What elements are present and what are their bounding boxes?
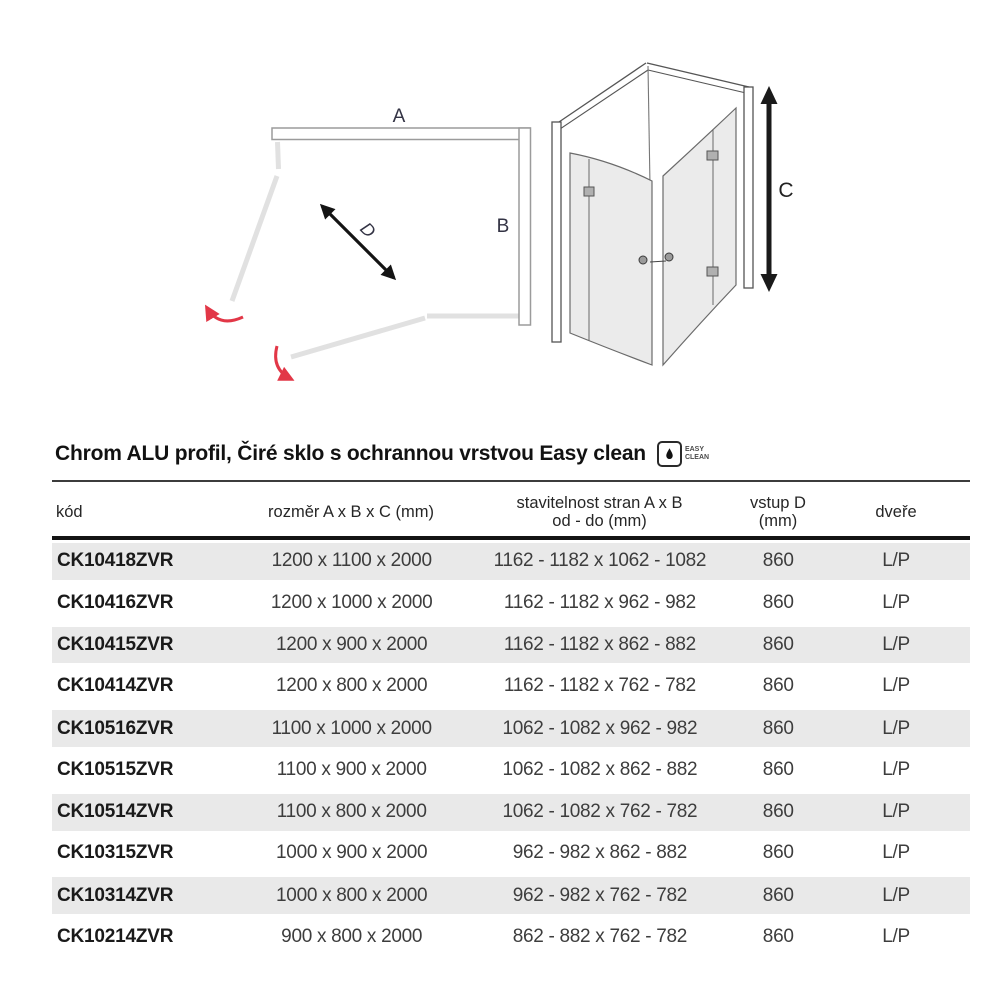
- cell-code: CK10314ZVR: [57, 884, 174, 906]
- glass-door-right: [663, 108, 736, 365]
- shower-3d-diagram: [552, 63, 794, 365]
- cell-entry: 860: [762, 717, 794, 739]
- dimension-a-label: A: [392, 106, 406, 127]
- section-title-row: [55, 441, 709, 467]
- cell-code: CK10415ZVR: [57, 633, 174, 655]
- easy-clean-label: EASY CLEAN: [684, 445, 710, 461]
- table-row: [52, 916, 970, 958]
- table-row: [52, 582, 970, 624]
- table-row: [52, 874, 970, 916]
- dimension-b-label: B: [496, 216, 510, 237]
- cell-size: 1100 x 800 x 2000: [276, 801, 427, 823]
- cell-size: 1200 x 1100 x 2000: [271, 550, 432, 572]
- cell-doors: L/P: [882, 591, 910, 613]
- table-body: [52, 540, 970, 958]
- entry-dimension-arrow: [322, 206, 394, 278]
- plan-wall-a: [272, 128, 530, 140]
- cell-size: 1200 x 800 x 2000: [276, 675, 428, 697]
- dimension-c-label: C: [778, 179, 794, 202]
- cell-doors: L/P: [882, 633, 910, 655]
- frame-edge: [557, 70, 648, 131]
- water-drop-icon: [657, 441, 682, 467]
- cell-entry: 860: [762, 591, 794, 613]
- cell-code: CK10214ZVR: [57, 926, 174, 948]
- cell-adjust: 962 - 982 x 762 - 782: [512, 884, 688, 906]
- cell-size: 1000 x 800 x 2000: [276, 884, 428, 906]
- cell-entry: 860: [762, 801, 794, 823]
- cell-entry: 860: [762, 758, 794, 780]
- plan-left-door-open: [232, 176, 277, 301]
- cell-code: CK10514ZVR: [57, 801, 174, 823]
- title-divider: [52, 480, 970, 482]
- knob-left-door: [639, 256, 647, 264]
- frame-edge: [648, 70, 746, 93]
- cell-adjust: 1062 - 1082 x 962 - 982: [502, 717, 698, 739]
- cell-entry: 860: [762, 884, 794, 906]
- cell-size: 1000 x 900 x 2000: [276, 842, 428, 864]
- cell-code: CK10414ZVR: [57, 675, 174, 697]
- cell-adjust: 1162 - 1182 x 862 - 882: [503, 633, 696, 655]
- table-row: [52, 749, 970, 791]
- cell-adjust: 1162 - 1182 x 762 - 782: [503, 675, 696, 697]
- table-header: [52, 488, 970, 540]
- easy-clean-badge: [657, 441, 709, 467]
- table-row: [52, 833, 970, 875]
- cell-code: CK10515ZVR: [57, 758, 174, 780]
- col-header-doors: dveře: [875, 502, 917, 521]
- cell-doors: L/P: [882, 926, 910, 948]
- cell-adjust: 1062 - 1082 x 762 - 782: [502, 801, 698, 823]
- cell-doors: L/P: [882, 884, 910, 906]
- cell-entry: 860: [762, 675, 794, 697]
- plan-door-hinge-stub: [278, 142, 279, 169]
- dimension-d-label: D: [356, 218, 380, 242]
- corner-edge: [648, 66, 650, 186]
- table-row: [52, 707, 970, 749]
- wall-profile-left: [552, 122, 561, 342]
- wall-profile-right: [744, 87, 753, 288]
- cell-adjust: 962 - 982 x 862 - 882: [512, 842, 688, 864]
- cell-size: 900 x 800 x 2000: [281, 926, 423, 948]
- cell-code: CK10418ZVR: [57, 550, 174, 572]
- col-header-size: rozměr A x B x C (mm): [268, 502, 434, 521]
- col-header-adjust: stavitelnost stran A x B od - do (mm): [516, 493, 683, 530]
- cell-adjust: 862 - 882 x 762 - 782: [512, 926, 688, 948]
- knob-right-door: [665, 253, 673, 261]
- hinge-right-door-bottom: [707, 267, 718, 276]
- table-row: [52, 665, 970, 707]
- cell-entry: 860: [762, 926, 794, 948]
- cell-doors: L/P: [882, 758, 910, 780]
- plan-view-diagram: [207, 106, 531, 379]
- door-swing-arrow-bottom: [276, 346, 291, 379]
- cell-doors: L/P: [882, 801, 910, 823]
- arrowhead-down: [761, 274, 778, 292]
- frame-edge: [647, 63, 749, 87]
- col-header-code: kód: [56, 502, 83, 521]
- plan-bottom-door-open: [291, 318, 425, 357]
- spec-table: [52, 488, 970, 958]
- cell-size: 1200 x 900 x 2000: [276, 633, 428, 655]
- cell-entry: 860: [762, 842, 794, 864]
- arrowhead-up: [761, 86, 778, 104]
- cell-size: 1100 x 900 x 2000: [276, 758, 427, 780]
- cell-doors: L/P: [882, 717, 910, 739]
- cell-doors: L/P: [882, 842, 910, 864]
- cell-size: 1200 x 1000 x 2000: [270, 591, 433, 613]
- cell-code: CK10315ZVR: [57, 842, 174, 864]
- frame-edge: [556, 63, 646, 124]
- col-header-entry: vstup D (mm): [750, 493, 806, 530]
- technical-diagrams: [0, 0, 1000, 435]
- cell-entry: 860: [762, 633, 794, 655]
- plan-wall-b: [519, 128, 531, 325]
- cell-code: CK10416ZVR: [57, 591, 174, 613]
- table-row: [52, 791, 970, 833]
- cell-doors: L/P: [882, 675, 910, 697]
- cell-adjust: 1062 - 1082 x 862 - 882: [502, 758, 698, 780]
- cell-entry: 860: [762, 550, 794, 572]
- cell-adjust: 1162 - 1182 x 1062 - 1082: [493, 550, 707, 572]
- cell-adjust: 1162 - 1182 x 962 - 982: [503, 591, 696, 613]
- door-swing-arrow-left: [207, 308, 243, 321]
- hinge-left-door: [584, 187, 594, 196]
- page-title: Chrom ALU profil, Čiré sklo s ochrannou vrstvou Easy clean: [55, 442, 646, 465]
- cell-code: CK10516ZVR: [57, 717, 174, 739]
- table-row: [52, 540, 970, 582]
- hinge-right-door-top: [707, 151, 718, 160]
- table-row: [52, 624, 970, 666]
- cell-size: 1100 x 1000 x 2000: [271, 717, 432, 739]
- cell-doors: L/P: [882, 550, 910, 572]
